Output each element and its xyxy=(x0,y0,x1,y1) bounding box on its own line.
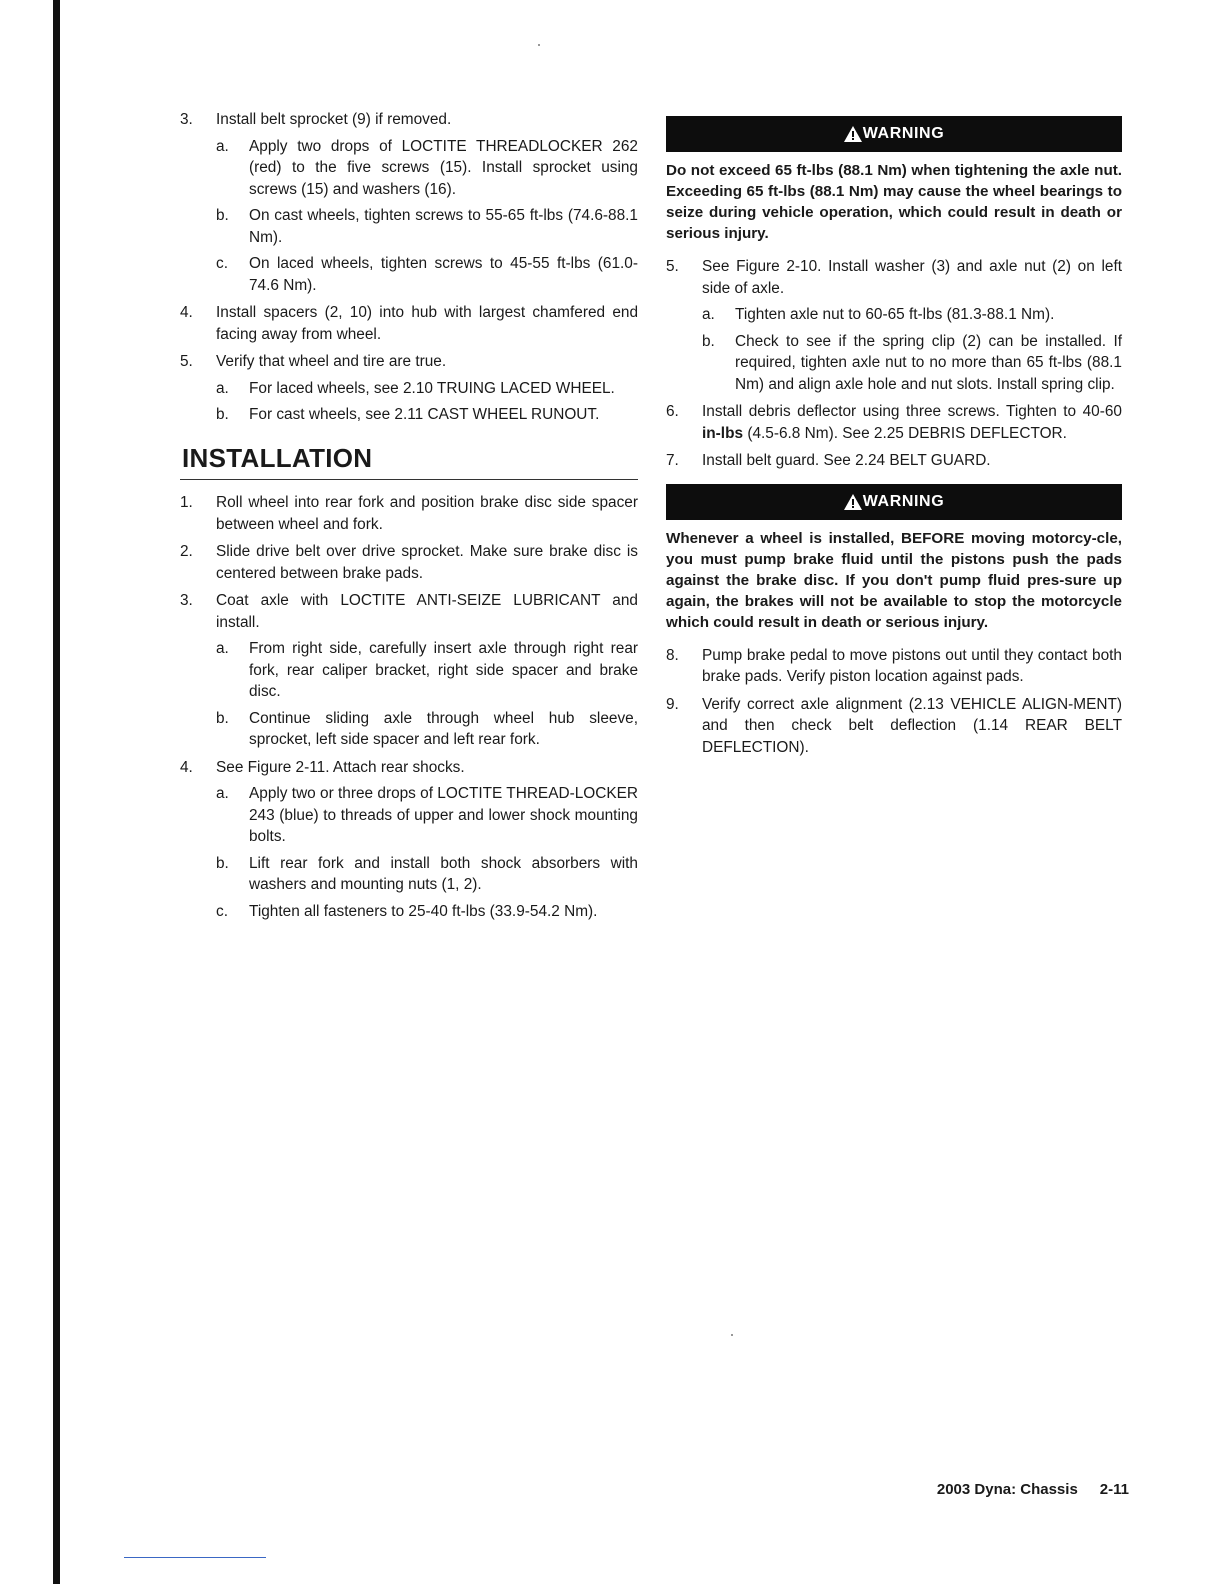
step-text: Coat axle with LOCTITE ANTI-SEIZE LUBRICANT and install. xyxy=(216,592,638,631)
step-text: See Figure 2-11. Attach rear shocks. xyxy=(216,758,465,776)
step-item xyxy=(180,757,638,923)
step-number: 4. xyxy=(180,304,193,321)
warning-text: Whenever a wheel is installed, BEFORE moving motorcy-cle, you must pump brake fluid until the pistons push the pads against the brake disc. If you don't pump fluid pres-sure up again, the brakes will not be available to stop the motorcycle which could result in death or serious injury. xyxy=(666,529,1122,631)
substep-letter: a. xyxy=(216,379,229,397)
substep-list xyxy=(216,638,638,751)
substep-text: Check to see if the spring clip (2) can be installed. If required, tighten axle nut to no more than 65 ft-lbs (88.1 Nm) and align axle hole and nut slots. Install spring clip. xyxy=(735,332,1122,393)
substep-letter: a. xyxy=(216,640,229,657)
scan-speck xyxy=(538,44,540,46)
warning-banner xyxy=(666,484,1122,520)
substep-item xyxy=(216,901,638,923)
page-footer xyxy=(937,1481,1129,1498)
step-number: 8. xyxy=(666,646,679,664)
warning-triangle-icon xyxy=(844,126,862,142)
warning-text: Do not exceed 65 ft-lbs (88.1 Nm) when tightening the axle nut. Exceeding 65 ft-lbs (88.1 Nm) may cause the wheel bearings to seize during vehicle operation, which could result in death or serious injury. xyxy=(666,162,1122,242)
step-number: 5. xyxy=(180,353,193,370)
page-number: 2-11 xyxy=(1099,1481,1129,1498)
substep-text: For cast wheels, see 2.11 CAST WHEEL RUNOUT. xyxy=(249,406,600,423)
substep-letter: a. xyxy=(216,137,229,155)
left-column xyxy=(180,109,638,928)
substep-item xyxy=(216,708,638,751)
step-item xyxy=(666,694,1122,759)
binding-edge xyxy=(53,0,60,1584)
section-title: INSTALLATION xyxy=(180,448,638,481)
step-text-emphasis: in-lbs xyxy=(702,424,744,442)
substep-text: On laced wheels, tighten screws to 45-55 ft-lbs (61.0-74.6 Nm). xyxy=(249,255,638,294)
step-text: Verify correct axle alignment (2.13 VEHICLE ALIGN-MENT) and then check belt deflection (1.14 REAR BELT DEFLECTION). xyxy=(702,695,1122,756)
warning-label: WARNING xyxy=(862,492,945,510)
step-text: Slide drive belt over drive sprocket. Make sure brake disc is centered between brake pads. xyxy=(216,543,638,582)
step-text: See Figure 2-10. Install washer (3) and axle nut (2) on left side of axle. xyxy=(702,258,1122,297)
substep-letter: c. xyxy=(216,902,228,920)
step-text-part: (4.5-6.8 Nm). See 2.25 DEBRIS DEFLECTOR. xyxy=(743,424,1067,442)
step-number: 3. xyxy=(180,111,193,128)
step-text: Install belt guard. See 2.24 BELT GUARD. xyxy=(702,452,991,469)
substep-letter: b. xyxy=(216,406,229,423)
procedure-list xyxy=(180,109,638,426)
substep-item xyxy=(216,253,638,296)
substep-text: Lift rear fork and install both shock absorbers with washers and mounting nuts (1, 2). xyxy=(249,854,638,893)
substep-item xyxy=(216,205,638,248)
substep-letter: a. xyxy=(702,306,715,323)
substep-letter: c. xyxy=(216,255,228,272)
step-item xyxy=(666,645,1122,688)
scan-speck xyxy=(731,1334,733,1336)
substep-text: Continue sliding axle through wheel hub sleeve, sprocket, left side spacer and left rear fork. xyxy=(249,709,638,748)
warning-label: WARNING xyxy=(862,125,945,143)
substep-list xyxy=(216,783,638,922)
warning-triangle-icon xyxy=(844,494,862,510)
substep-text: Apply two or three drops of LOCTITE THREAD-LOCKER 243 (blue) to threads of upper and lower shock mounting bolts. xyxy=(249,785,638,845)
step-text: Roll wheel into rear fork and position brake disc side spacer between wheel and fork. xyxy=(216,494,638,533)
substep-item xyxy=(216,853,638,896)
step-text: Install spacers (2, 10) into hub with largest chamfered end facing away from wheel. xyxy=(216,304,638,343)
substep-text: Tighten all fasteners to 25-40 ft-lbs (33.9-54.2 Nm). xyxy=(249,902,598,920)
substep-item xyxy=(702,304,1122,326)
substep-list xyxy=(216,136,638,297)
substep-letter: b. xyxy=(216,207,229,224)
step-number: 4. xyxy=(180,758,193,776)
substep-text: Apply two drops of LOCTITE THREADLOCKER 262 (red) to the five screws (15). Install sprocket using screws (15) and washers (16). xyxy=(249,137,638,198)
substep-list xyxy=(216,378,638,426)
procedure-list xyxy=(666,645,1122,759)
substep-item xyxy=(216,136,638,201)
substep-letter: b. xyxy=(216,854,229,872)
step-item xyxy=(666,256,1122,395)
step-number: 6. xyxy=(666,403,679,420)
substep-list xyxy=(702,304,1122,395)
step-text xyxy=(702,403,1122,442)
step-number: 1. xyxy=(180,494,193,511)
step-number: 2. xyxy=(180,543,193,560)
installation-list xyxy=(180,492,638,922)
step-item xyxy=(180,302,638,345)
step-number: 5. xyxy=(666,258,679,275)
footer-title: 2003 Dyna: Chassis xyxy=(936,1481,1078,1498)
substep-letter: b. xyxy=(702,332,715,350)
substep-item xyxy=(216,378,638,400)
step-number: 9. xyxy=(666,695,679,713)
substep-letter: a. xyxy=(216,785,229,802)
substep-text: For laced wheels, see 2.10 TRUING LACED WHEEL. xyxy=(249,379,615,397)
substep-text: From right side, carefully insert axle through right rear fork, rear caliper bracket, right side spacer and brake disc. xyxy=(249,640,638,700)
warning-banner xyxy=(666,116,1122,152)
step-item xyxy=(180,351,638,426)
step-text: Verify that wheel and tire are true. xyxy=(216,353,447,370)
bottom-rule xyxy=(124,1557,266,1558)
step-number: 7. xyxy=(666,452,679,469)
step-text-part: Install debris deflector using three screws. Tighten to 40-60 xyxy=(702,403,1122,420)
substep-item xyxy=(216,404,638,426)
substep-text: Tighten axle nut to 60-65 ft-lbs (81.3-88.1 Nm). xyxy=(735,306,1055,323)
step-item xyxy=(666,401,1122,444)
substep-letter: b. xyxy=(216,709,229,727)
step-item xyxy=(180,590,638,751)
step-number: 3. xyxy=(180,592,193,609)
substep-item xyxy=(702,331,1122,396)
step-item xyxy=(180,492,638,535)
substep-item xyxy=(216,638,638,703)
right-column xyxy=(666,116,1122,764)
step-text: Install belt sprocket (9) if removed. xyxy=(216,111,452,128)
substep-item xyxy=(216,783,638,848)
step-text: Pump brake pedal to move pistons out until they contact both brake pads. Verify piston location against pads. xyxy=(702,646,1122,685)
procedure-list xyxy=(666,256,1122,472)
substep-text: On cast wheels, tighten screws to 55-65 ft-lbs (74.6-88.1 Nm). xyxy=(249,207,638,246)
step-item xyxy=(666,450,1122,472)
step-item xyxy=(180,541,638,584)
step-item xyxy=(180,109,638,296)
